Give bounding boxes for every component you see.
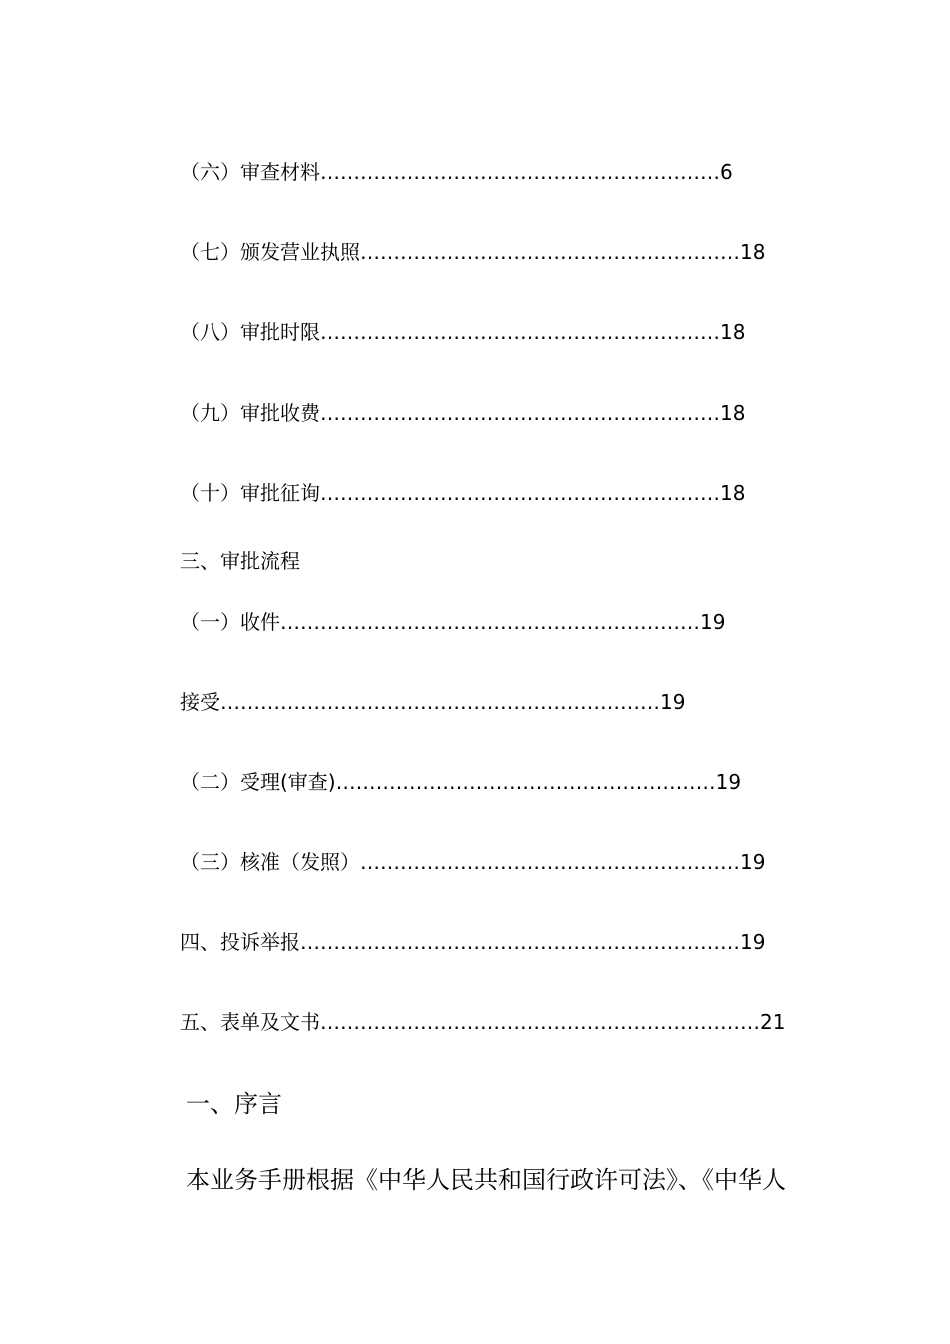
toc-page: 18 — [720, 401, 746, 425]
toc-label: 接受 — [180, 690, 220, 714]
toc-label: （十）审批征询 — [180, 481, 320, 505]
toc-entry-complaints — [180, 930, 765, 954]
toc-leader: ……………………………………………………… — [280, 610, 700, 634]
toc-entry-review — [180, 770, 741, 794]
toc-page: 19 — [740, 930, 766, 954]
toc-label: （二）受理(审查) — [180, 770, 336, 794]
toc-label: （八）审批时限 — [180, 320, 320, 344]
toc-label: （七）颁发营业执照 — [180, 240, 360, 264]
toc-page: 18 — [740, 240, 766, 264]
toc-entry-forms — [180, 1010, 785, 1034]
toc-leader: ………………………………………………………… — [300, 930, 740, 954]
toc-leader: ………………………………………………………… — [220, 690, 660, 714]
toc-label: （六）审查材料 — [180, 160, 320, 184]
toc-entry-7 — [180, 240, 765, 264]
toc-page: 19 — [660, 690, 686, 714]
toc-leader: ………………………………………………… — [335, 770, 716, 794]
toc-entry-6 — [180, 160, 733, 184]
toc-heading-approval-process — [180, 549, 300, 573]
toc-entry-9 — [180, 401, 745, 425]
toc-page: 19 — [740, 850, 766, 874]
toc-page: 6 — [720, 160, 733, 184]
toc-entry-accept — [180, 690, 685, 714]
toc-leader: ………………………………………………… — [360, 240, 740, 264]
toc-page: 18 — [720, 481, 746, 505]
toc-page: 19 — [715, 770, 742, 794]
toc-page: 18 — [720, 320, 746, 344]
toc-page: 21 — [760, 1010, 786, 1034]
toc-label: 三、审批流程 — [180, 549, 300, 573]
section-heading-preface: 一、序言 — [186, 1090, 282, 1118]
toc-label: 四、投诉举报 — [180, 930, 300, 954]
toc-page: 19 — [700, 610, 726, 634]
toc-entry-approve — [180, 850, 765, 874]
body-paragraph: 本业务手册根据《中华人民共和国行政许可法》、《中华人 — [186, 1166, 786, 1194]
toc-label: （一）收件 — [180, 610, 280, 634]
toc-leader: ………………………………………………………… — [320, 1010, 760, 1034]
toc-leader: …………………………………………………… — [320, 481, 720, 505]
toc-label: （九）审批收费 — [180, 401, 320, 425]
toc-leader: ………………………………………………… — [360, 850, 740, 874]
toc-entry-10 — [180, 481, 745, 505]
toc-label: 五、表单及文书 — [180, 1010, 320, 1034]
toc-leader: …………………………………………………… — [320, 160, 720, 184]
toc-entry-8 — [180, 320, 745, 344]
toc-entry-receive — [180, 610, 725, 634]
toc-leader: …………………………………………………… — [320, 320, 720, 344]
toc-label: （三）核准（发照） — [180, 850, 360, 874]
toc-leader: …………………………………………………… — [320, 401, 720, 425]
